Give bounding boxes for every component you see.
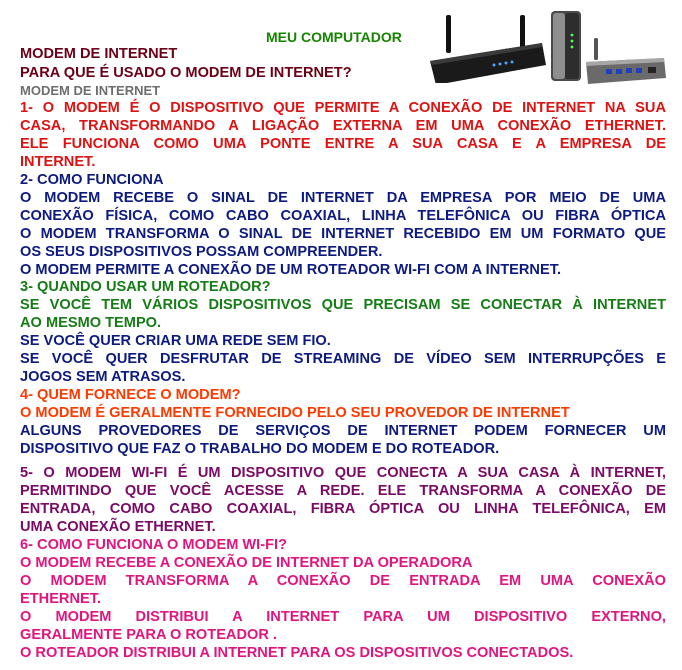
page-title: MEU COMPUTADOR xyxy=(266,29,402,45)
heading-modem: MODEM DE INTERNET xyxy=(20,46,178,62)
section-heading: 2- COMO FUNCIONA xyxy=(20,172,164,188)
text-line: ETHERNET. xyxy=(20,591,102,607)
text-line: O MODEM DISTRIBUI A INTERNET PARA UM DISPOSITIVO EXTERNO, xyxy=(20,609,666,625)
text-line: SE VOCÊ QUER DESFRUTAR DE STREAMING DE VÍDEO SEM INTERRUPÇÕES E xyxy=(20,351,666,367)
text-line: PERMITINDO QUE VOCÊ ACESSE A REDE. ELE TRANSFORMA A CONEXÃO DE xyxy=(20,483,666,499)
text-line: OS SEUS DISPOSITIVOS POSSAM COMPREENDER. xyxy=(20,244,383,260)
text-line: O MODEM RECEBE O SINAL DE INTERNET DA EMPRESA POR MEIO DE UMA xyxy=(20,190,666,206)
text-line: O ROTEADOR DISTRIBUI A INTERNET PARA OS DISPOSITIVOS CONECTADOS. xyxy=(20,645,574,661)
text-line: O MODEM RECEBE A CONEXÃO DE INTERNET DA OPERADORA xyxy=(20,555,473,571)
text-line: SE VOCÊ TEM VÁRIOS DISPOSITIVOS QUE PRECISAM SE CONECTAR À INTERNET xyxy=(20,297,666,313)
section-heading: 6- COMO FUNCIONA O MODEM WI-FI? xyxy=(20,537,287,553)
text-line: O MODEM TRANSFORMA A CONEXÃO DE ENTRADA EM UMA CONEXÃO xyxy=(20,573,666,589)
text-line: O MODEM PERMITE A CONEXÃO DE UM ROTEADOR WI-FI COM A INTERNET. xyxy=(20,262,562,278)
text-line: CASA, TRANSFORMANDO A LIGAÇÃO EXTERNA EM UMA CONEXÃO ETHERNET. xyxy=(20,118,666,134)
text-line: DISPOSITIVO QUE FAZ O TRABALHO DO MODEM E DO ROTEADOR. xyxy=(20,441,500,457)
section-heading: 4- QUEM FORNECE O MODEM? xyxy=(20,387,241,403)
text-line: INTERNET. xyxy=(20,154,96,170)
question-modem-use: PARA QUE É USADO O MODEM DE INTERNET? xyxy=(20,65,352,81)
text-line: ELE FUNCIONA COMO UMA PONTE ENTRE A SUA CASA E A EMPRESA DE xyxy=(20,136,666,152)
section-heading: 3- QUANDO USAR UM ROTEADOR? xyxy=(20,279,271,295)
text-line: 1- O MODEM É O DISPOSITIVO QUE PERMITE A CONEXÃO DE INTERNET NA SUA xyxy=(20,100,666,116)
text-line: SE VOCÊ QUER CRIAR UMA REDE SEM FIO. xyxy=(20,333,331,349)
text-line: 5- O MODEM WI-FI É UM DISPOSITIVO QUE CONECTA A SUA CASA À INTERNET, xyxy=(20,465,666,481)
text-line: UMA CONEXÃO ETHERNET. xyxy=(20,519,216,535)
text-line: O MODEM É GERALMENTE FORNECIDO PELO SEU PROVEDOR DE INTERNET xyxy=(20,405,570,421)
text-line: ENTRADA, COMO CABO COAXIAL, FIBRA ÓPTICA OU LINHA TELEFÔNICA, EM xyxy=(20,501,666,517)
subheading-modem: MODEM DE INTERNET xyxy=(20,83,161,98)
text-line: ALGUNS PROVEDORES DE SERVIÇOS DE INTERNET PODEM FORNECER UM xyxy=(20,423,666,439)
text-line: JOGOS SEM ATRASOS. xyxy=(20,369,186,385)
text-line: GERALMENTE PARA O ROTEADOR . xyxy=(20,627,278,643)
text-line: CONEXÃO FÍSICA, COMO CABO COAXIAL, LINHA TELEFÔNICA OU FIBRA ÓPTICA xyxy=(20,208,666,224)
text-line: O MODEM TRANSFORMA O SINAL DE INTERNET RECEBIDO EM UM FORMATO QUE xyxy=(20,226,666,242)
text-line: AO MESMO TEMPO. xyxy=(20,315,162,331)
